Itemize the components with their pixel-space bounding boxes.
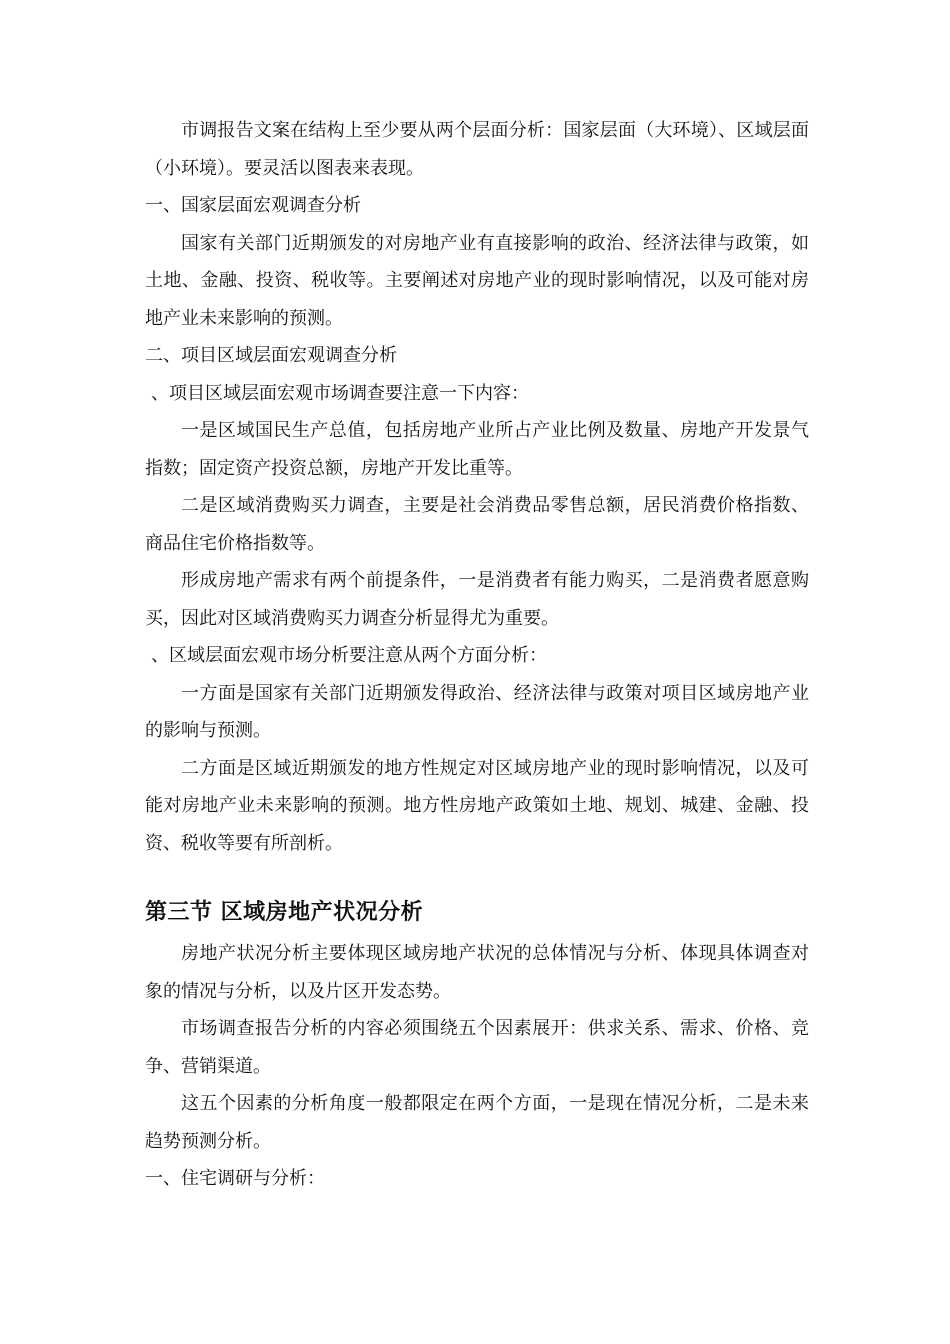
section-overview-paragraph: 房地产状况分析主要体现区域房地产状况的总体情况与分析、体现具体调查对象的情况与分析，以及片区开发态势。 xyxy=(145,943,809,1002)
five-factors-paragraph: 市场调查报告分析的内容必须围绕五个因素展开：供求关系、需求、价格、竞争、营销渠道。 xyxy=(145,1018,809,1077)
heading-regional-level: 二、项目区域层面宏观调查分析 xyxy=(145,345,397,366)
regional-survey-note: 、项目区域层面宏观市场调查要注意一下内容： xyxy=(151,382,529,404)
section-title: 第三节 区域房地产状况分析 xyxy=(145,899,424,925)
local-regulation-paragraph: 二方面是区域近期颁发的地方性规定对区域房地产业的现时影响情况，以及可能对房地产业未来影响的预测。地方性房地产政策如土地、规划、城建、金融、投资、税收等要有所剖析。 xyxy=(145,757,809,854)
intro-paragraph: 市调报告文案在结构上至少要从两个层面分析：国家层面（大环境）、区域层面（小环境）。要灵活以图表来表现。 xyxy=(145,120,809,179)
gdp-paragraph: 一是区域国民生产总值，包括房地产业所占产业比例及数量、房地产开发景气指数；固定资产投资总额，房地产开发比重等。 xyxy=(145,420,809,479)
document-page xyxy=(145,112,809,1198)
demand-conditions-paragraph: 形成房地产需求有两个前提条件，一是消费者有能力购买，二是消费者愿意购买，因此对区域消费购买力调查分析显得尤为重要。 xyxy=(145,570,809,629)
national-impact-paragraph: 一方面是国家有关部门近期颁发得政治、经济法律与政策对项目区域房地产业的影响与预测。 xyxy=(145,682,809,741)
national-policy-paragraph: 国家有关部门近期颁发的对房地产业有直接影响的政治、经济法律与政策，如土地、金融、投资、税收等。主要阐述对房地产业的现时影响情况，以及可能对房地产业未来影响的预测。 xyxy=(145,232,809,329)
purchasing-power-paragraph: 二是区域消费购买力调查，主要是社会消费品零售总额，居民消费价格指数、商品住宅价格指数等。 xyxy=(145,495,809,554)
regional-analysis-note: 、区域层面宏观市场分析要注意从两个方面分析： xyxy=(151,645,547,666)
heading-national-level: 一、国家层面宏观调查分析 xyxy=(145,195,361,216)
analysis-angle-paragraph: 这五个因素的分析角度一般都限定在两个方面，一是现在情况分析，二是未来趋势预测分析。 xyxy=(145,1093,809,1152)
heading-residential-research: 一、住宅调研与分析： xyxy=(145,1168,325,1189)
